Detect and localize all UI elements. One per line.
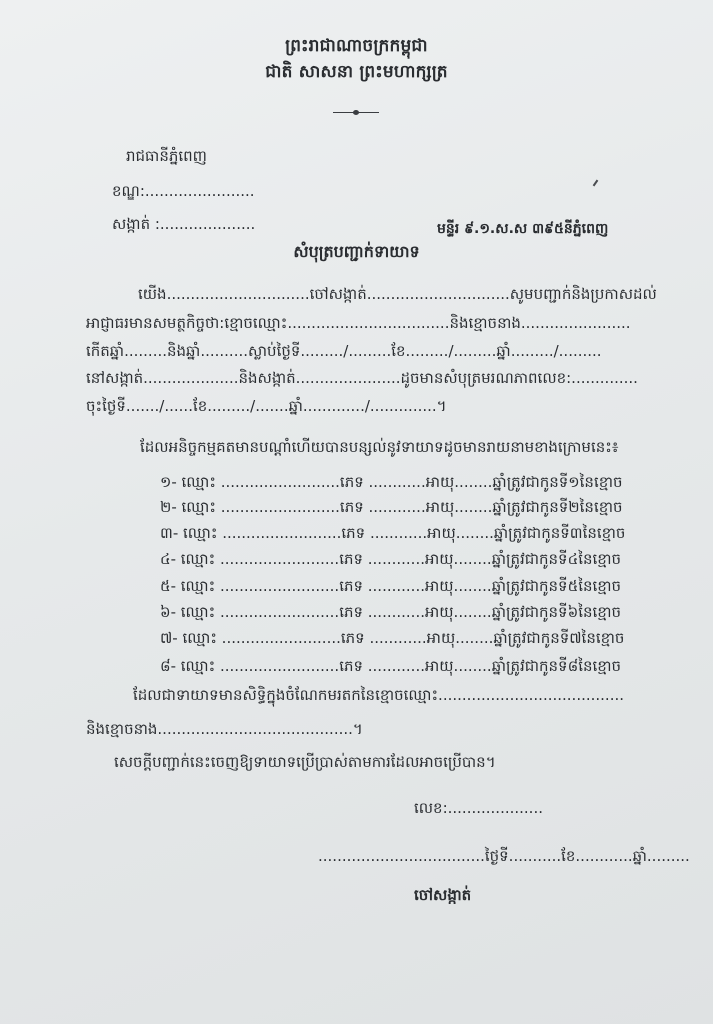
- capital-label: រាជធានីភ្នំពេញ: [126, 147, 207, 165]
- body-line-2: អាជ្ញាធរមានសមត្ថកិច្ចថា:ខ្មោចឈ្មោះ..................................និងខ្មោចនាង.......................: [86, 314, 631, 332]
- closing-line-3: សេចក្តីបញ្ជាក់នេះចេញឱ្យទាយាទប្រើប្រាស់តាមការដែលអាចប្រើបាន។: [114, 753, 496, 771]
- body-line-5: ចុះថ្ងៃទី......./......ខែ........./.......ឆ្នាំ............./..............។: [86, 397, 447, 415]
- body-line-3: កើតឆ្នាំ.........និងឆ្នាំ..........ស្លាប់ថ្ងៃទី........./.........ខែ........./.........ឆ្នាំ........./.........: [86, 342, 602, 360]
- motto-heading: ជាតិ សាសនា ព្រះមហាក្សត្រ: [265, 62, 448, 82]
- heir-row: ៨- ឈ្មោះ .........................ភេទ ............អាយុ........ឆ្នាំត្រូវជាកូនទី៨នៃខ្មោច: [160, 657, 622, 675]
- heir-row: ៣- ឈ្មោះ .........................ភេទ ............អាយុ........ឆ្នាំត្រូវជាកូនទី៣នៃខ្មោច: [160, 524, 626, 542]
- body-line-1: យើង..............................ចៅសង្កាត់..............................សូមបញ្ជាក់និងប្រកាសដល់: [138, 285, 657, 303]
- closing-line-1: ដែលជាទាយាទមានសិទ្ធិក្នុងចំណែកមរតកនៃខ្មោចឈ្មោះ.......................................: [133, 686, 625, 704]
- heir-row: ៥- ឈ្មោះ .........................ភេទ ............អាយុ........ឆ្នាំត្រូវជាកូនទី៥នៃខ្មោច: [160, 577, 622, 595]
- heir-row: ១- ឈ្មោះ .........................ភេទ ............អាយុ........ឆ្នាំត្រូវជាកូនទី១នៃខ្មោច: [160, 473, 623, 491]
- heir-row: ៦- ឈ្មោះ .........................ភេទ ............អាយុ........ឆ្នាំត្រូវជាកូនទី៦នៃខ្មោច: [160, 603, 622, 621]
- footer-number: លេខ:....................: [414, 799, 543, 817]
- heir-row: ៧- ឈ្មោះ .........................ភេទ ............អាយុ........ឆ្នាំត្រូវជាកូនទី៧នៃខ្មោច: [160, 629, 625, 647]
- divider-ornament: [333, 110, 379, 116]
- reference-number: មន្ទីរ ៩.១.ស.ស ៣៩៥នីភ្នំពេញ: [437, 221, 609, 237]
- heirs-intro: ដែលអនិច្ចកម្មគតមានបណ្តាំហើយបានបន្សល់នូវទាយាទដូចមានរាយនាមខាងក្រោមនេះ៖: [140, 438, 619, 456]
- footer-date: ...................................ថ្ងៃទី...........ខែ............ឆ្នាំ.........: [318, 847, 690, 865]
- khan-field: ខណ្ឌ:.......................: [112, 182, 255, 200]
- kingdom-heading: ព្រះរាជាណាចក្រកម្ពុជា: [285, 36, 428, 56]
- closing-line-2: និងខ្មោចនាង.........................................។: [86, 720, 363, 738]
- heir-row: ៤- ឈ្មោះ .........................ភេទ ............អាយុ........ឆ្នាំត្រូវជាកូនទី៤នៃខ្មោច: [160, 550, 622, 568]
- heir-row: ២- ឈ្មោះ .........................ភេទ ............អាយុ........ឆ្នាំត្រូវជាកូនទី២នៃខ្មោច: [160, 498, 623, 516]
- pen-mark: [593, 180, 599, 187]
- signer-title: ចៅសង្កាត់: [414, 886, 472, 904]
- sangkat-field: សង្កាត់ :....................: [112, 215, 256, 233]
- body-line-4: នៅសង្កាត់....................និងសង្កាត់......................ដូចមានសំបុត្រមរណភាពលេខ:..............: [86, 369, 638, 387]
- document-title: សំបុត្របញ្ជាក់ទាយាទ: [293, 242, 420, 261]
